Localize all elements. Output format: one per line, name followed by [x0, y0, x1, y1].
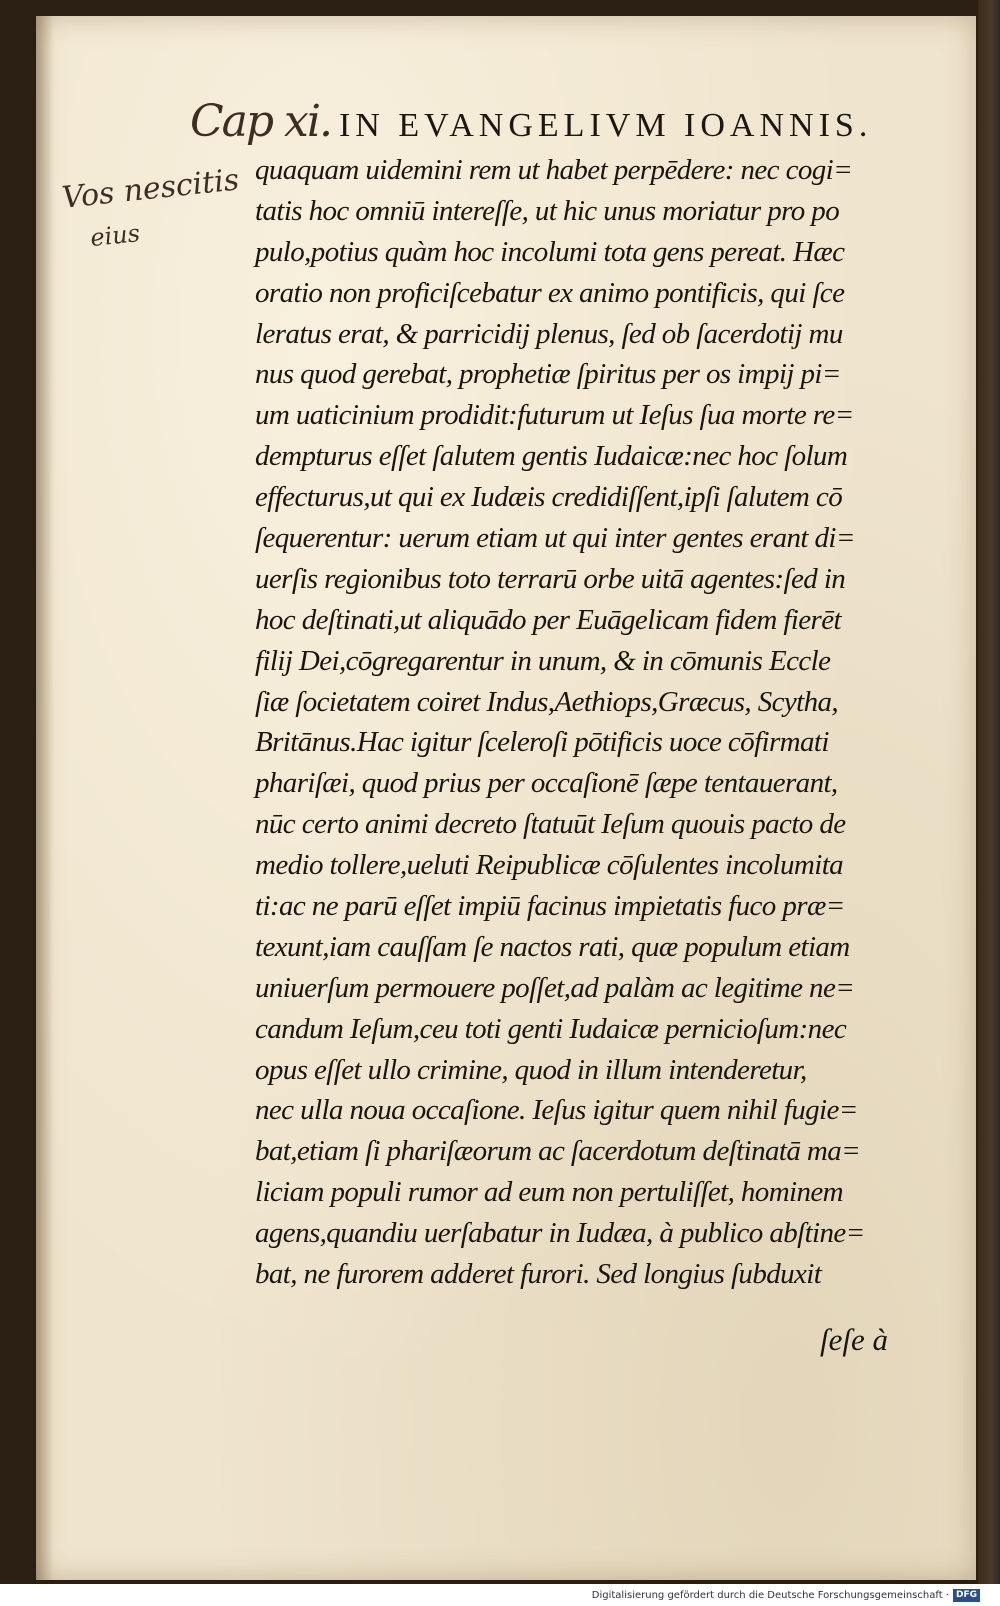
dfg-logo: DFG [953, 1589, 980, 1602]
text-line: opus eſſet ullo crimine, quod in illum intenderetur, [255, 1053, 807, 1086]
text-line: bat, ne furorem adderet furori. Sed longius ſubduxit [255, 1258, 822, 1291]
text-line: medio tollere,ueluti Reipublicæ cōſulentes incolumita [255, 849, 844, 882]
text-line: leratus erat, & parricidij plenus, ſed ob ſacerdotij mu [255, 317, 843, 350]
digitization-credit [540, 1588, 980, 1604]
chapter-handwritten-note: Cap xi. [190, 96, 331, 147]
text-line: dempturus eſſet ſalutem gentis Iudaicæ:nec hoc ſolum [255, 440, 848, 473]
text-line: agens,quandiu uerſabatur in Iudæa, à publico abſtine= [255, 1217, 865, 1250]
text-line: oratio non proficiſcebatur ex animo pontificis, qui ſce [255, 276, 845, 309]
text-line: bat,etiam ſi phariſæorum ac ſacerdotum deſtinatā ma= [255, 1135, 861, 1168]
text-line: quaquam uidemini rem ut habet perpēdere: nec cogi= [255, 154, 853, 186]
text-line: hoc deſtinati,ut aliquādo per Euāgelicam fidem fierēt [255, 603, 841, 636]
binding-edge [978, 0, 1000, 1584]
running-title: IN EVANGELIVM IOANNIS. [338, 107, 873, 144]
text-line: ſiæ ſocietatem coiret Indus,Aethiops,Græcus, Scytha, [255, 685, 839, 718]
text-line: candum Ieſum,ceu toti genti Iudaicæ pernicioſum:nec [255, 1012, 847, 1045]
body-text [255, 150, 915, 1295]
text-line: Britānus.Hac igitur ſceleroſi pōtificis uoce cōfirmati [255, 726, 829, 759]
margin-annotation-line: Vos nescitis [60, 162, 241, 216]
text-line: uerſis regionibus toto terrarū orbe uitā agentes:ſed in [255, 562, 846, 595]
text-line: filij Dei,cōgregarentur in unum, & in cōmunis Eccle [255, 644, 831, 677]
text-line: ti:ac ne parū eſſet impiū facinus impietatis fuco præ= [255, 890, 845, 923]
text-line: texunt,iam cauſſam ſe nactos rati, quæ populum etiam [255, 930, 850, 963]
text-line: nec ulla noua occaſione. Ieſus igitur quem nihil fugie= [255, 1094, 858, 1127]
text-line: liciam populi rumor ad eum non pertuliſſet, hominem [255, 1176, 844, 1209]
text-line: ſequerentur: uerum etiam ut qui inter gentes erant di= [255, 522, 855, 555]
text-line: phariſæi, quod prius per occaſionē ſæpe tentauerant, [255, 767, 838, 800]
text-line: pulo,potius quàm hoc incolumi tota gens pereat. Hæc [255, 235, 845, 268]
margin-annotation-line: eius [88, 219, 142, 253]
text-line: tatis hoc omniū intereſſe, ut hic unus moriatur pro po [255, 194, 840, 227]
page-header [190, 96, 890, 156]
text-line: nus quod gerebat, prophetiæ ſpiritus per os impij pi= [255, 358, 841, 391]
digitization-credit-text: Digitalisierung gefördert durch die Deutsche Forschungsgemeinschaft · [591, 1590, 949, 1601]
catchword: ſeſe à [820, 1322, 888, 1357]
text-line: uniuerſum permouere poſſet,ad palàm ac legitime ne= [255, 971, 855, 1004]
text-line: um uaticinium prodidit:futurum ut Ieſus ſua morte re= [255, 399, 854, 432]
text-line: effecturus,ut qui ex Iudæis credidiſſent,ipſi ſalutem cō [255, 481, 843, 514]
page-gutter-shadow [36, 16, 54, 1580]
text-line: nūc certo animi decreto ſtatuūt Ieſum quouis pacto de [255, 808, 846, 841]
